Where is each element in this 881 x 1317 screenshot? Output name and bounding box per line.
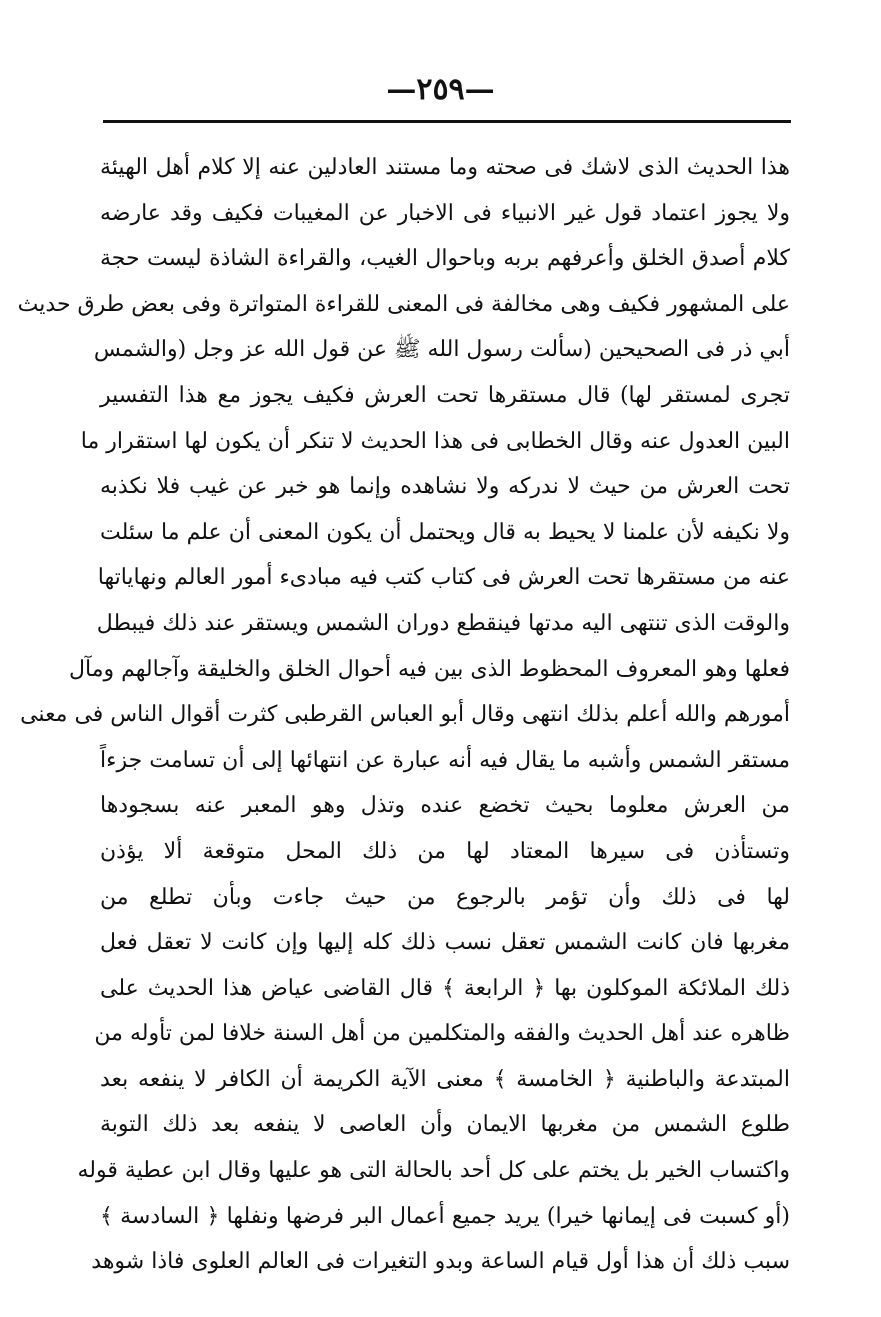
page-number: —٢٥٩— (386, 72, 495, 107)
text-line: والوقت الذى تنتهى اليه مدتها فينقطع دوران الشمس ويستقر عند ذلك فيبطل (96, 610, 790, 636)
text-line: ولا نكيفه لأن علمنا لا يحيط به قال ويحتمل أن يكون المعنى أن علم ما سئلت (100, 519, 790, 545)
text-line: عنه من مستقرها تحت العرش فى كتاب كتب فيه مبادىء أمور العالم ونهاياتها (97, 565, 790, 591)
text-line: ذلك الملائكة الموكلون بها ﴿ الرابعة ﴾ قال القاضى عياض هذا الحديث على (100, 975, 790, 1001)
text-line: ولا يجوز اعتماد قول غير الانبياء فى الاخبار عن المغيبات فكيف وقد عارضه (100, 200, 790, 226)
text-line: أبي ذر فى الصحيحين (سألت رسول الله ﷺ عن قول الله عز وجل (والشمس (93, 337, 790, 363)
text-line: تحت العرش من حيث لا ندركه ولا نشاهده وإنما هو خبر عن غيب فلا نكذبه (100, 474, 790, 500)
text-line: مغربها فان كانت الشمس تعقل نسب ذلك كله إليها وإن كانت لا تعقل فعل (100, 930, 790, 956)
text-line: كلام أصدق الخلق وأعرفهم بربه وباحوال الغيب، والقراءة الشاذة ليست حجة (100, 246, 790, 272)
text-line: المبتدعة والباطنية ﴿ الخامسة ﴾ معنى الآية الكريمة أن الكافر لا ينفعه بعد (100, 1066, 790, 1092)
header-rule (103, 120, 791, 123)
text-line: طلوع الشمس من مغربها الايمان وأن العاصى لا ينفعه بعد ذلك التوبة (100, 1112, 790, 1138)
text-line: واكتساب الخير بل يختم على كل أحد بالحالة التى هو عليها وقال ابن عطية قوله (77, 1158, 790, 1184)
text-line: مستقر الشمس وأشبه ما يقال فيه أنه عبارة عن انتهائها إلى أن تسامت جزءاً (100, 747, 790, 773)
text-line: هذا الحديث الذى لاشك فى صحته وما مستند العادلين عنه إلا كلام أهل الهيئة (100, 155, 790, 180)
text-line: فعلها وهو المعروف المحظوط الذى بين فيه أحوال الخلق والخليقة وآجالهم ومآل (69, 656, 790, 682)
text-line: أمورهم والله أعلم بذلك انتهى وقال أبو العباس القرطبى كثرت أقوال الناس فى معنى (20, 702, 790, 728)
text-line: وتستأذن فى سيرها المعتاد لها من ذلك المحل متوقعة ألا يؤذن (100, 838, 790, 864)
text-line: ظاهره عند أهل الحديث والفقه والمتكلمين من أهل السنة خلافا لمن تأوله من (94, 1021, 790, 1047)
text-line: من العرش معلوما بحيث تخضع عنده وتذل وهو المعبر عنه بسجودها (100, 793, 790, 819)
text-line: تجرى لمستقر لها) قال مستقرها تحت العرش فكيف يجوز مع هذا التفسير (100, 382, 790, 408)
text-line: البين العدول عنه وقال الخطابى فى هذا الحديث لا تنكر أن يكون لها استقرار ما (80, 428, 790, 454)
text-line: (أو كسبت فى إيمانها خيرا) يريد جميع أعمال البر فرضها ونفلها ﴿ السادسة ﴾ (100, 1203, 790, 1229)
body-text (17, 145, 790, 1285)
text-line: لها فى ذلك وأن تؤمر بالرجوع من حيث جاءت وبأن تطلع من (100, 884, 790, 910)
text-line: سبب ذلك أن هذا أول قيام الساعة وبدو التغيرات فى العالم العلوى فاذا شوهد (91, 1249, 790, 1275)
text-line: على المشهور فكيف وهى مخالفة فى المعنى للقراءة المتواترة وفى بعض طرق حديث (17, 291, 790, 317)
